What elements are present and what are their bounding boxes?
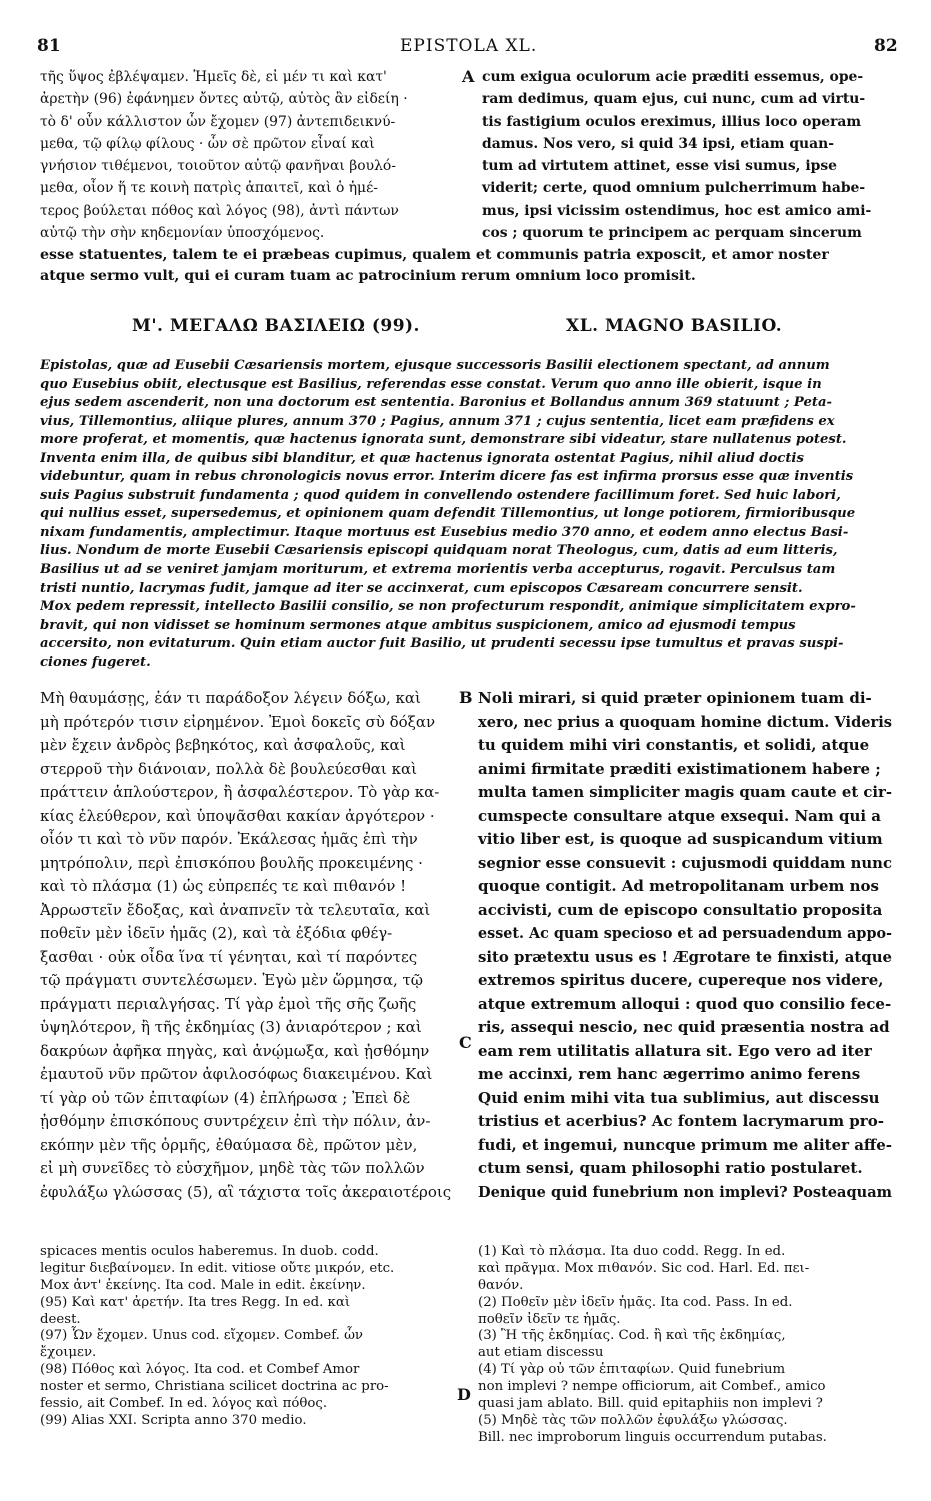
introduction-line: ejus sedem ascenderit, non una doctorum est sententia. Baronius et Bollandus annum 369 statuunt ; Peta-: [40, 395, 832, 411]
footnote-line: ἔχοιμεν.: [40, 1345, 97, 1361]
latin-text-line: quoque contigit. Ad metropolitanam urbem nos: [478, 877, 879, 895]
footnote-line: (97) Ὧν ἔχομεν. Unus cod. εἴχομεν. Combef. ὧν: [40, 1328, 364, 1344]
greek-text-line: τῆς ὕψος ἐβλέψαμεν. Ἡμεῖς δὲ, εἰ μέν τι καὶ κατ': [40, 69, 387, 85]
footnote-line: (5) Μηδὲ τὰς τῶν πολλῶν ἐφυλάξω γλώσσας.: [478, 1412, 788, 1428]
greek-text-line: μὴ πρότερόν τισιν εἰρημένον. Ἐμοὶ δοκεῖς σὺ δόξαν: [40, 712, 436, 731]
footnote-line: Bill. nec improborum linguis occurrendum putabas.: [478, 1429, 827, 1445]
greek-text-line: πράγματι περιαλγήσας. Τί γὰρ ἐμοὶ τῆς σῆς ζωῆς: [40, 994, 417, 1013]
latin-text-line: atque sermo vult, qui ei curam tuam ac patrocinium rerum omnium loco promisit.: [40, 268, 696, 284]
top-greek-column: [40, 66, 408, 244]
greek-text-line: κίας ἐλεύθερον, καὶ ὑποψᾶσθαι κακίαν ἀργότερον ·: [40, 806, 435, 825]
greek-text-line: πράττειν ἁπλούστερον, ἢ ἀσφαλέστερον. Τὸ γὰρ κα-: [40, 783, 440, 801]
greek-text-line: ὑψηλότερον, ἢ τῆς ἐκδημίας (3) ἀνιαρότερον ; καὶ: [40, 1018, 422, 1036]
footnote-line: fessio, ait Combef. In ed. λόγος καὶ πόθος.: [40, 1396, 328, 1412]
greek-text-line: μεθα, τῷ φίλῳ φίλους · ὧν σὲ πρῶτον εἶναί καὶ: [40, 135, 375, 152]
greek-text-line: ἐφυλάξω γλώσσας (5), αἳ τάχιστα τοῖς ἀκεραιοτέροις: [40, 1182, 452, 1201]
introduction-line: accersito, non evitaturum. Quin etiam auctor fuit Basilio, ut prudenti secessu ipse tumultus et pravas suspi-: [40, 636, 844, 652]
footnote-line: θανόν.: [478, 1277, 524, 1293]
footnote-line: quasi jam ablato. Bill. quid epitaphiis non implevi ?: [478, 1396, 823, 1412]
latin-text-line: mus, ipsi vicissim ostendimus, hoc est amico ami-: [482, 202, 872, 219]
latin-text-line: ram dedimus, quam ejus, cui nunc, cum ad virtu-: [482, 91, 866, 108]
footnote-line: spicaces mentis oculos haberemus. In duob. codd.: [40, 1244, 379, 1259]
top-latin-column: [482, 66, 871, 244]
body-greek-column: [40, 687, 451, 1204]
margin-letter-b: B: [459, 688, 473, 707]
latin-text-line: cos ; quorum te principem ac perquam sincerum: [482, 225, 862, 242]
introduction-line: bravit, qui non vidisset se hominum sermones atque ambitus suspicionem, amico ad ejusmodi tempus: [40, 617, 796, 633]
introduction-line: ciones fugeret.: [40, 654, 151, 670]
greek-text-line: μεθα, οἷον ἥ τε κοινὴ πατρὶς ἀπαιτεῖ, καὶ ὁ ἡμέ-: [40, 180, 378, 197]
latin-text-line: animi firmitate præditi existimationem habere ;: [478, 759, 881, 778]
latin-text-line: atque extremum alloqui : quod quo consilio fece-: [478, 994, 892, 1013]
latin-text-line: multa tamen simpliciter magis quam caute et cir-: [478, 783, 892, 801]
introduction-line: lius. Nondum de morte Eusebii Cæsariensis episcopi quidquam norat Theologus, cum, datis ad eum litteris,: [40, 543, 838, 559]
footnote-line: (2) Ποθεῖν μὲν ἰδεῖν ἡμᾶς. Ita cod. Pass. In ed.: [478, 1294, 793, 1310]
greek-text-line: στερροῦ τὴν διάνοιαν, πολλὰ δὲ βουλεύεσθαι καὶ: [40, 759, 417, 778]
greek-text-line: μητρόπολιν, περὶ ἐπισκόπου βουλῆς προκειμένης ·: [40, 853, 423, 872]
greek-text-line: δακρύων ἀφῆκα πηγὰς, καὶ ἀνῴμωξα, καὶ ᾐσθόμην: [40, 1041, 430, 1060]
margin-letter-d: D: [457, 1385, 471, 1404]
latin-text-line: fudi, et ingemui, nuncque primum me aliter affe-: [478, 1135, 892, 1154]
footnote-line: (4) Τί γὰρ οὐ τῶν ἐπιταφίων. Quid funebrium: [478, 1362, 786, 1378]
footnote-line: καὶ πρᾶγμα. Mox πιθανόν. Sic cod. Harl. Ed. πει-: [478, 1260, 810, 1276]
latin-text-line: cumspecte consultare atque exsequi. Nam qui a: [478, 806, 882, 825]
right-page-number: 82: [874, 36, 898, 56]
latin-text-line: cum exigua oculorum acie præditi essemus, ope-: [482, 69, 864, 85]
greek-text-line: τῷ πράγματι συντελέσωμεν. Ἐγὼ μὲν ὥρμησα, τῷ: [40, 971, 424, 989]
latin-text-line: accivisti, cum de episcopo consultatio proposita: [478, 900, 883, 919]
latin-text-line: tis fastigium oculos ereximus, illius loco operam: [482, 113, 862, 130]
top-full-width-text: [40, 245, 829, 287]
margin-letter-a: A: [462, 67, 475, 86]
greek-text-line: τί γὰρ οὐ τῶν ἐπιταφίων (4) ἐπλήρωσα ; Ἐπεὶ δὲ: [40, 1088, 411, 1107]
greek-text-line: εκόπην μὲν τῆς ὁρμῆς, ἐθαύμασα δὲ, πρῶτον μὲν,: [40, 1135, 418, 1154]
footnote-line: (3) Ἢ τῆς ἐκδημίας. Cod. ἢ καὶ τῆς ἐκδημίας,: [478, 1328, 786, 1344]
introduction-line: qui nullius esset, supersedemus, et opinionem quam defendit Tillemontius, ut longe potiorem, firmioribusque: [40, 506, 856, 522]
left-page-number: 81: [37, 36, 61, 56]
greek-text-line: τὸ δ' οὖν κάλλιστον ὧν ἔχομεν (97) ἀντεπιδεικνύ-: [40, 113, 396, 130]
latin-text-line: tum ad virtutem attinet, esse visi sumus, ipse: [482, 158, 837, 175]
footnote-line: non implevi ? nempe officiorum, ait Combef., amico: [478, 1379, 826, 1395]
latin-text-line: Noli mirari, si quid præter opinionem tuam di-: [478, 689, 872, 707]
footnote-line: (1) Καὶ τὸ πλάσμα. Ita duo codd. Regg. In ed.: [478, 1244, 786, 1259]
latin-text-line: vitio liber est, is quoque ad suspicandum vitium: [478, 830, 883, 848]
footnotes-left: [40, 1244, 394, 1430]
introduction-line: videbuntur, quam in rebus chronologicis novus error. Interim dicere fas est infirma prorsus esse quæ inventis: [40, 469, 854, 485]
greek-text-line: Ἀρρωστεῖν ἔδοξας, καὶ ἀναπνεῖν τὰ τελευταῖα, καὶ: [40, 900, 431, 919]
latin-text-line: tu quidem mihi viri constantis, et solidi, atque: [478, 736, 870, 754]
introduction-line: Basilius ut ad se veniret jamjam moriturum, et extrema morientis verba accepturus, rogavit. Perculsus tam: [40, 562, 836, 578]
latin-text-line: viderit; certe, quod omnium pulcherrimum habe-: [482, 180, 866, 197]
greek-text-line: οἷόν τι καὶ τὸ νῦν παρόν. Ἐκάλεσας ἡμᾶς ἐπὶ τὴν: [40, 830, 418, 848]
greek-text-line: ἀρετὴν (96) ἐφάνημεν ὄντες αὐτῷ, αὐτὸς ἂν εἰδείη ·: [40, 91, 408, 108]
latin-text-line: segnior esse consuevit : cujusmodi quiddam nunc: [478, 853, 892, 872]
greek-text-line: τερος βούλεται πόθος καὶ λόγος (98), ἀντὶ πάντων: [40, 202, 399, 219]
footnote-line: noster et sermo, Christiana scilicet doctrina ac pro-: [40, 1379, 389, 1395]
footnote-line: (95) Καὶ κατ' ἀρετήν. Ita tres Regg. In ed. καὶ: [40, 1294, 351, 1310]
greek-text-line: Μὴ θαυμάσῃς, ἐάν τι παράδοξον λέγειν δόξω, καὶ: [40, 689, 421, 707]
latin-text-line: Quid enim mihi vita tua sublimius, aut discessu: [478, 1088, 880, 1107]
latin-title: XL. MAGNO BASILIO.: [566, 316, 783, 336]
greek-text-line: ἐμαυτοῦ νῦν πρῶτον ἀφιλοσόφως διακειμένου. Καὶ: [40, 1065, 433, 1083]
latin-text-line: esset. Ac quam specioso et ad persuadendum appo-: [478, 924, 892, 942]
introduction-line: quo Eusebius obiit, electusque est Basilius, referendas esse constat. Verum quo anno ille obierit, isque in: [40, 376, 822, 392]
introduction-line: Epistolas, quæ ad Eusebii Cæsariensis mortem, ejusque successoris Basilii electionem spectant, ad annum: [40, 358, 830, 373]
introduction-line: Mox pedem repressit, intellecto Basilii consilio, se non profecturum respondit, animique simplicitatem expro-: [40, 599, 856, 615]
latin-text-line: ris, assequi nescio, nec quid præsentia nostra ad: [478, 1018, 890, 1036]
margin-letter-c: C: [459, 1033, 472, 1052]
epistle-introduction: [40, 357, 895, 672]
latin-text-line: sito prætextu usus es ! Ægrotare te finxisti, atque: [478, 947, 892, 966]
latin-text-line: extremos spiritus ducere, cupereque nos videre,: [478, 971, 884, 989]
introduction-line: Inventa enim illa, de quibus sibi blanditur, et quæ hactenus ignorata ostentat Pagius, nihil aliud doctis: [40, 450, 804, 466]
greek-text-line: αὐτῷ τὴν σὴν κηδεμονίαν ὑποσχόμενος.: [40, 225, 325, 242]
latin-text-line: me accinxi, rem hanc ægerrimo animo ferens: [478, 1065, 861, 1083]
footnotes-right: [478, 1244, 827, 1447]
latin-text-line: eam rem utilitatis allatura sit. Ego vero ad iter: [478, 1041, 872, 1060]
latin-text-line: ctum sensi, quam philosophi ratio postularet.: [478, 1159, 863, 1177]
greek-text-line: εἰ μὴ συνεῖδες τὸ εὐσχῆμον, μηδὲ τὰς τῶν πολλῶν: [40, 1159, 425, 1177]
introduction-line: tristi nuntio, lacrymas fudit, jamque ad iter se accinxerat, cum episcopos Cæsaream concurrere sensit.: [40, 580, 803, 596]
greek-text-line: ᾐσθόμην ἐπισκόπους συντρέχειν ἐπὶ τὴν πόλιν, ἀν-: [40, 1112, 431, 1130]
greek-title: Μ'. ΜΕΓΑΛΩ ΒΑΣΙΛΕΙΩ (99).: [132, 316, 420, 336]
footnote-line: ποθεῖν ἰδεῖν τε ἡμᾶς.: [478, 1311, 621, 1327]
footnote-line: aut etiam discessu: [478, 1345, 604, 1361]
latin-text-line: Denique quid funebrium non implevi? Posteaquam: [478, 1182, 892, 1201]
introduction-line: suis Pagius substruit fundamenta ; quod quidem in convellendo ostendere facillimum foret. Sed huic labori,: [40, 487, 841, 503]
footnote-line: (99) Alias XXI. Scripta anno 370 medio.: [40, 1412, 307, 1428]
introduction-line: nixam fundamentis, amplectimur. Itaque mortuus est Eusebius medio 370 anno, et eodem anno electus Basi-: [40, 524, 849, 540]
footnote-line: legitur διεβαίνομεν. In edit. vitiose οὔτε μικρόν, etc.: [40, 1260, 395, 1276]
introduction-line: more proferat, et momentis, quæ hactenus ignorata sunt, demonstrare sibi videatur, stare nullatenus potest.: [40, 432, 847, 448]
greek-text-line: μὲν ἔχειν ἀνδρὸς βεβηκότος, καὶ ἀσφαλοῦς, καὶ: [40, 736, 406, 754]
greek-text-line: ξασθαι · οὐκ οἶδα ἵνα τί γένηται, καὶ τί παρόντες: [40, 947, 418, 966]
latin-text-line: tristius et acerbius? Ac fontem lacrymarum pro-: [478, 1112, 884, 1130]
body-latin-column: [478, 687, 911, 1204]
greek-text-line: καὶ τὸ πλάσμα (1) ὡς εὐπρεπές τε καὶ πιθανόν !: [40, 877, 407, 895]
latin-text-line: damus. Nos vero, si quid 34 ipsi, etiam quan-: [482, 135, 835, 152]
footnote-line: deest.: [40, 1311, 81, 1327]
latin-text-line: xero, nec prius a quoquam homine dictum. Videris: [478, 712, 892, 731]
footnote-line: Mox ἀντ' ἐκείνης. Ita cod. Male in edit. ἐκείνην.: [40, 1277, 366, 1293]
introduction-line: vius, Tillemontius, aliique plures, annum 370 ; Pagius, annum 371 ; cujus sententia, licet eam præfidens ex: [40, 413, 835, 429]
greek-text-line: ποθεῖν μὲν ἰδεῖν ἡμᾶς (2), καὶ τὰ ἐξόδια φθέγ-: [40, 924, 393, 942]
latin-text-line: esse statuentes, talem te ei præbeas cupimus, qualem et communis patria exposcit, et amor noster: [40, 247, 829, 263]
running-title: EPISTOLA XL.: [400, 36, 538, 56]
greek-text-line: γνήσιον τιθέμενοι, τοιοῦτον αὐτῷ φανῆναι βουλό-: [40, 158, 396, 175]
footnote-line: (98) Πόθος καὶ λόγος. Ita cod. et Combef Amor: [40, 1362, 360, 1378]
